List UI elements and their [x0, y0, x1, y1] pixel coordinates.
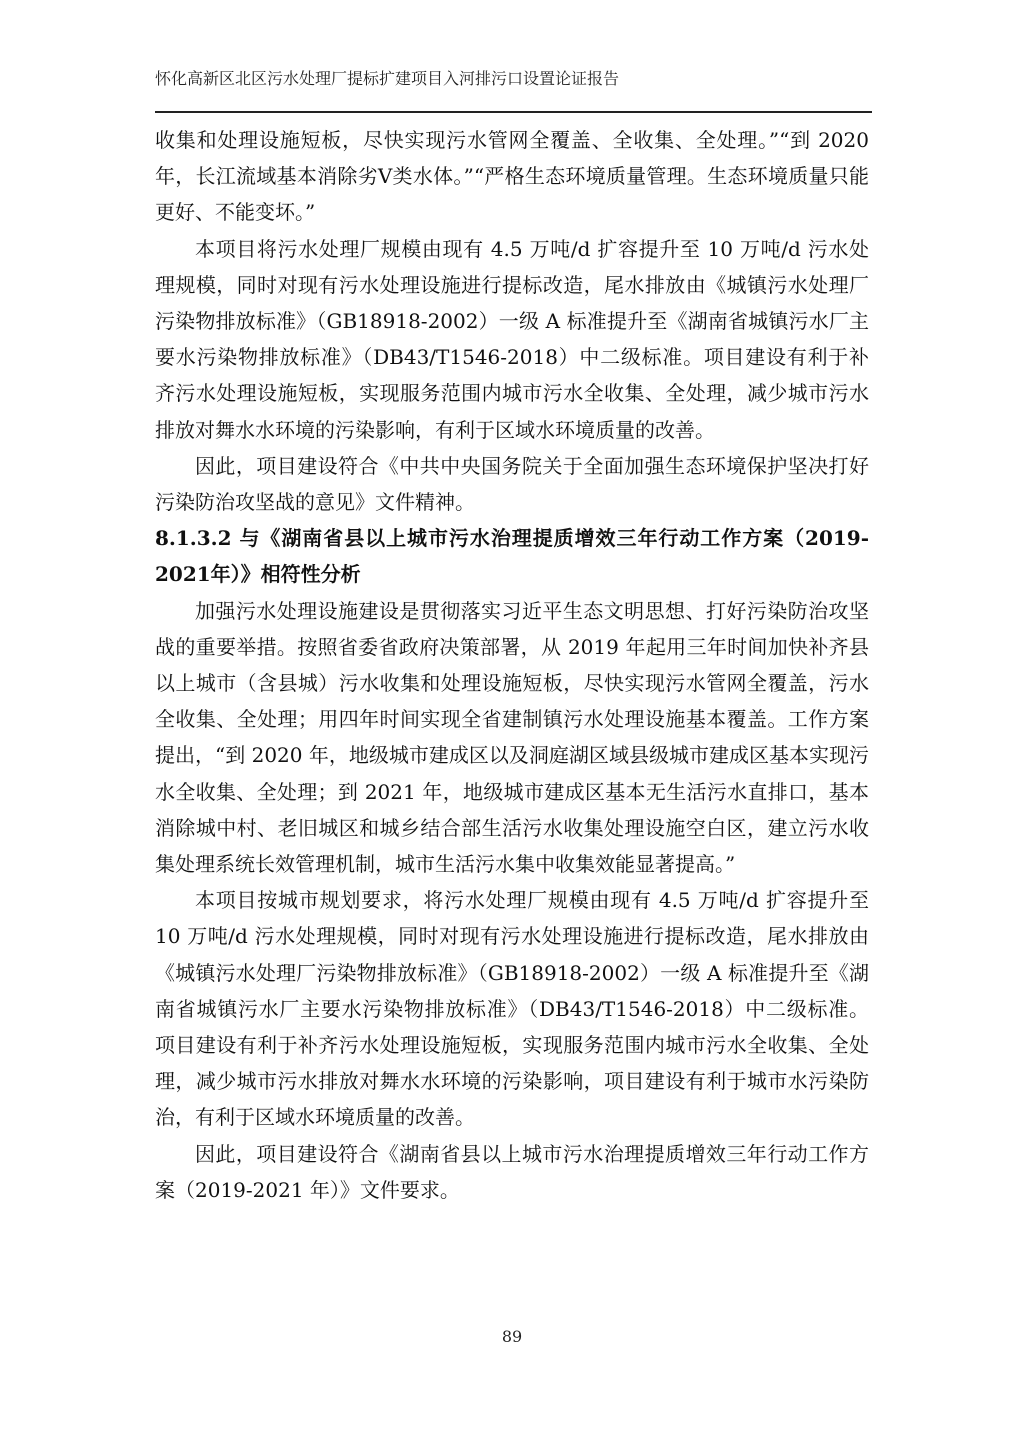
running-header: 怀化高新区北区污水处理厂提标扩建项目入河排污口设置论证报告: [155, 69, 620, 88]
paragraph-project-planning: 本项目按城市规划要求，将污水处理厂规模由现有 4.5 万吨/d 扩容提升至 10 万吨/d 污水处理规模，同时对现有污水处理设施进行提标改造，尾水排放由《城镇污水处理厂污染物排放标准》（GB18918-2002）一级 A 标准提升至《湖南省城镇污水厂主要水污染物排放标准》（DB43/T1546-2018）中二级标准。项目建设有利于补齐污水处理设施短板，实现服务范围内城市污水全收集、全处理，减少城市污水排放对舞水水环境的污染影响，项目建设有利于城市水污染防治，有利于区域水环境质量的改善。: [155, 888, 869, 1130]
page-number: 89: [501, 1327, 523, 1346]
paragraph-conclusion-1: 因此，项目建设符合《中共中央国务院关于全面加强生态环境保护坚决打好污染防治攻坚战的意见》文件精神。: [155, 453, 869, 515]
section-heading-8-1-3-2: 8.1.3.2 与《湖南省县以上城市污水治理提质增效三年行动工作方案（2019-2021年）》相符性分析: [155, 526, 869, 587]
header-divider: [155, 111, 872, 113]
paragraph-conclusion-2: 因此，项目建设符合《湖南省县以上城市污水治理提质增效三年行动工作方案（2019-2021 年）》文件要求。: [155, 1141, 869, 1202]
paragraph-continuation: 收集和处理设施短板，尽快实现污水管网全覆盖、全收集、全处理。”“到 2020年，长江流域基本消除劣Ⅴ类水体。”“严格生态环境质量管理。生态环境质量只能更好、不能变坏。”: [155, 128, 869, 225]
paragraph-project-scale: 本项目将污水处理厂规模由现有 4.5 万吨/d 扩容提升至 10 万吨/d 污水处理规模，同时对现有污水处理设施进行提标改造，尾水排放由《城镇污水处理厂污染物排放标准》（GB18918-2002）一级 A 标准提升至《湖南省城镇污水厂主要水污染物排放标准》（DB43/T1546-2018）中二级标准。项目建设有利于补齐污水处理设施短板，实现服务范围内城市污水全收集、全处理，减少城市污水排放对舞水水环境的污染影响，有利于区域水环境质量的改善。: [155, 236, 869, 442]
paragraph-policy-background: 加强污水处理设施建设是贯彻落实习近平生态文明思想、打好污染防治攻坚战的重要举措。按照省委省政府决策部署，从 2019 年起用三年时间加快补齐县以上城市（含县城）污水收集和处理设施短板，尽快实现污水管网全覆盖，污水全收集、全处理；用四年时间实现全省建制镇污水处理设施基本覆盖。工作方案提出，“到 2020 年，地级城市建成区以及洞庭湖区域县级城市建成区基本实现污水全收集、全处理；到 2021 年，地级城市建成区基本无生活污水直排口，基本消除城中村、老旧城区和城乡结合部生活污水收集处理设施空白区，建立污水收集处理系统长效管理机制，城市生活污水集中收集效能显著提高。”: [155, 598, 869, 877]
page-body: [155, 122, 869, 1208]
